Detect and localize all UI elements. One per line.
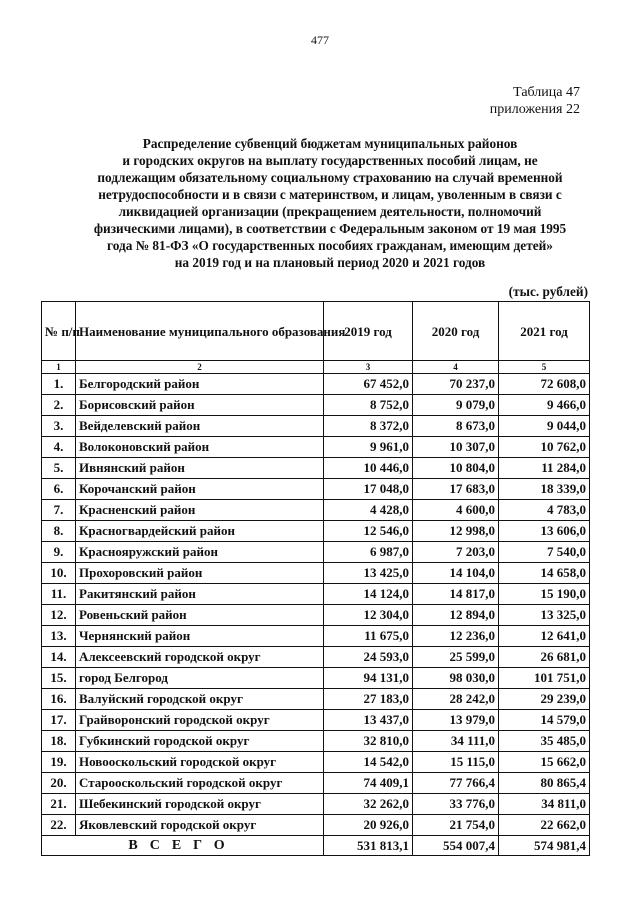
value-2021: 4 783,0 bbox=[499, 500, 590, 521]
value-2020: 12 894,0 bbox=[413, 605, 499, 626]
value-2019: 8 752,0 bbox=[324, 395, 413, 416]
municipality-name: Алексеевский городской округ bbox=[76, 647, 324, 668]
table-body bbox=[42, 302, 590, 856]
title-line: и городских округов на выплату государственных пособий лицам, не bbox=[122, 153, 538, 168]
table-row bbox=[42, 374, 590, 395]
value-2019: 12 546,0 bbox=[324, 521, 413, 542]
table-row bbox=[42, 626, 590, 647]
value-2020: 21 754,0 bbox=[413, 815, 499, 836]
table-row bbox=[42, 668, 590, 689]
value-2019: 12 304,0 bbox=[324, 605, 413, 626]
municipality-name: Красногвардейский район bbox=[76, 521, 324, 542]
value-2021: 15 662,0 bbox=[499, 752, 590, 773]
municipality-name: Ракитянский район bbox=[76, 584, 324, 605]
row-number: 2. bbox=[42, 395, 76, 416]
value-2020: 34 111,0 bbox=[413, 731, 499, 752]
row-number: 13. bbox=[42, 626, 76, 647]
value-2020: 4 600,0 bbox=[413, 500, 499, 521]
municipality-name: Прохоровский район bbox=[76, 563, 324, 584]
value-2020: 14 817,0 bbox=[413, 584, 499, 605]
value-2021: 34 811,0 bbox=[499, 794, 590, 815]
value-2021: 13 606,0 bbox=[499, 521, 590, 542]
municipality-name: Краснояружский район bbox=[76, 542, 324, 563]
value-2021: 101 751,0 bbox=[499, 668, 590, 689]
table-row bbox=[42, 584, 590, 605]
value-2019: 13 425,0 bbox=[324, 563, 413, 584]
municipality-name: Волоконовский район bbox=[76, 437, 324, 458]
table-row bbox=[42, 416, 590, 437]
value-2019: 11 675,0 bbox=[324, 626, 413, 647]
value-2021: 12 641,0 bbox=[499, 626, 590, 647]
value-2019: 14 542,0 bbox=[324, 752, 413, 773]
header-municipality: Наименование муниципального образования bbox=[76, 302, 324, 361]
header-2020: 2020 год bbox=[413, 302, 499, 361]
value-2020: 10 307,0 bbox=[413, 437, 499, 458]
row-number: 12. bbox=[42, 605, 76, 626]
municipality-name: Вейделевский район bbox=[76, 416, 324, 437]
value-2020: 77 766,4 bbox=[413, 773, 499, 794]
row-number: 21. bbox=[42, 794, 76, 815]
value-2021: 14 579,0 bbox=[499, 710, 590, 731]
municipality-name: Шебекинский городской округ bbox=[76, 794, 324, 815]
title-line: ликвидацией организации (прекращением деятельности, полномочий bbox=[118, 204, 542, 219]
municipality-name: Корочанский район bbox=[76, 479, 324, 500]
value-2020: 15 115,0 bbox=[413, 752, 499, 773]
value-2021: 9 466,0 bbox=[499, 395, 590, 416]
row-number: 3. bbox=[42, 416, 76, 437]
page-number: 477 bbox=[311, 33, 329, 47]
total-2020: 554 007,4 bbox=[413, 836, 499, 856]
value-2021: 72 608,0 bbox=[499, 374, 590, 395]
total-row bbox=[42, 836, 590, 856]
column-index: 2 bbox=[76, 361, 324, 374]
municipality-name: Старооскольский городской округ bbox=[76, 773, 324, 794]
table-row bbox=[42, 815, 590, 836]
municipality-name: Яковлевский городской округ bbox=[76, 815, 324, 836]
title-line: на 2019 год и на плановый период 2020 и 2021 годов bbox=[174, 255, 486, 270]
table-row bbox=[42, 710, 590, 731]
value-2019: 6 987,0 bbox=[324, 542, 413, 563]
value-2021: 11 284,0 bbox=[499, 458, 590, 479]
title-line: года № 81-ФЗ «О государственных пособиях гражданам, имеющим детей» bbox=[107, 238, 553, 253]
value-2019: 13 437,0 bbox=[324, 710, 413, 731]
municipality-name: Красненский район bbox=[76, 500, 324, 521]
table-row bbox=[42, 773, 590, 794]
title-line: подлежащим обязательному социальному страхованию на случай временной bbox=[97, 170, 563, 185]
value-2021: 9 044,0 bbox=[499, 416, 590, 437]
municipality-name: Белгородский район bbox=[76, 374, 324, 395]
header-2019: 2019 год bbox=[324, 302, 413, 361]
value-2019: 20 926,0 bbox=[324, 815, 413, 836]
row-number: 22. bbox=[42, 815, 76, 836]
value-2021: 29 239,0 bbox=[499, 689, 590, 710]
subvention-table bbox=[41, 301, 590, 856]
total-label: ВСЕГО bbox=[42, 836, 324, 856]
value-2020: 13 979,0 bbox=[413, 710, 499, 731]
table-row bbox=[42, 479, 590, 500]
table-row bbox=[42, 731, 590, 752]
column-index: 1 bbox=[42, 361, 76, 374]
row-number: 1. bbox=[42, 374, 76, 395]
header-2021: 2021 год bbox=[499, 302, 590, 361]
municipality-name: Чернянский район bbox=[76, 626, 324, 647]
table-row bbox=[42, 521, 590, 542]
title-line: физическими лицами), в соответствии с Федеральным законом от 19 мая 1995 bbox=[93, 221, 567, 236]
column-index-row bbox=[42, 361, 590, 374]
row-number: 18. bbox=[42, 731, 76, 752]
value-2019: 74 409,1 bbox=[324, 773, 413, 794]
table-row bbox=[42, 458, 590, 479]
value-2021: 80 865,4 bbox=[499, 773, 590, 794]
value-2021: 7 540,0 bbox=[499, 542, 590, 563]
value-2021: 35 485,0 bbox=[499, 731, 590, 752]
total-2021: 574 981,4 bbox=[499, 836, 590, 856]
annex-appendix-number: приложения 22 bbox=[489, 102, 580, 117]
total-2019: 531 813,1 bbox=[324, 836, 413, 856]
table-header-row bbox=[42, 302, 590, 361]
value-2020: 28 242,0 bbox=[413, 689, 499, 710]
table-row bbox=[42, 794, 590, 815]
annex-reference bbox=[490, 84, 580, 118]
units-label: (тыс. рублей) bbox=[508, 284, 588, 299]
row-number: 17. bbox=[42, 710, 76, 731]
value-2019: 4 428,0 bbox=[324, 500, 413, 521]
row-number: 4. bbox=[42, 437, 76, 458]
value-2019: 10 446,0 bbox=[324, 458, 413, 479]
table-row bbox=[42, 500, 590, 521]
table-row bbox=[42, 437, 590, 458]
table-row bbox=[42, 542, 590, 563]
value-2019: 24 593,0 bbox=[324, 647, 413, 668]
annex-table-number: Таблица 47 bbox=[513, 85, 580, 100]
table-row bbox=[42, 647, 590, 668]
table-row bbox=[42, 563, 590, 584]
value-2020: 33 776,0 bbox=[413, 794, 499, 815]
row-number: 15. bbox=[42, 668, 76, 689]
table-row bbox=[42, 605, 590, 626]
row-number: 11. bbox=[42, 584, 76, 605]
column-index: 4 bbox=[413, 361, 499, 374]
value-2019: 14 124,0 bbox=[324, 584, 413, 605]
municipality-name: Грайворонский городской округ bbox=[76, 710, 324, 731]
value-2019: 9 961,0 bbox=[324, 437, 413, 458]
value-2019: 27 183,0 bbox=[324, 689, 413, 710]
row-number: 16. bbox=[42, 689, 76, 710]
row-number: 10. bbox=[42, 563, 76, 584]
value-2021: 26 681,0 bbox=[499, 647, 590, 668]
value-2020: 12 998,0 bbox=[413, 521, 499, 542]
title-line: Распределение субвенций бюджетам муниципальных районов bbox=[142, 136, 518, 151]
header-number: № п/п bbox=[42, 302, 76, 361]
row-number: 5. bbox=[42, 458, 76, 479]
row-number: 8. bbox=[42, 521, 76, 542]
municipality-name: Губкинский городской округ bbox=[76, 731, 324, 752]
value-2019: 94 131,0 bbox=[324, 668, 413, 689]
table-row bbox=[42, 689, 590, 710]
row-number: 14. bbox=[42, 647, 76, 668]
value-2021: 10 762,0 bbox=[499, 437, 590, 458]
row-number: 9. bbox=[42, 542, 76, 563]
municipality-name: Ивнянский район bbox=[76, 458, 324, 479]
row-number: 7. bbox=[42, 500, 76, 521]
value-2019: 32 810,0 bbox=[324, 731, 413, 752]
value-2019: 67 452,0 bbox=[324, 374, 413, 395]
value-2020: 9 079,0 bbox=[413, 395, 499, 416]
value-2021: 22 662,0 bbox=[499, 815, 590, 836]
value-2019: 8 372,0 bbox=[324, 416, 413, 437]
value-2020: 14 104,0 bbox=[413, 563, 499, 584]
value-2019: 17 048,0 bbox=[324, 479, 413, 500]
value-2020: 25 599,0 bbox=[413, 647, 499, 668]
value-2020: 17 683,0 bbox=[413, 479, 499, 500]
value-2021: 13 325,0 bbox=[499, 605, 590, 626]
municipality-name: Валуйский городской округ bbox=[76, 689, 324, 710]
value-2020: 10 804,0 bbox=[413, 458, 499, 479]
value-2019: 32 262,0 bbox=[324, 794, 413, 815]
value-2021: 14 658,0 bbox=[499, 563, 590, 584]
value-2020: 98 030,0 bbox=[413, 668, 499, 689]
municipality-name: Новооскольский городской округ bbox=[76, 752, 324, 773]
value-2020: 12 236,0 bbox=[413, 626, 499, 647]
row-number: 20. bbox=[42, 773, 76, 794]
value-2021: 15 190,0 bbox=[499, 584, 590, 605]
document-title bbox=[60, 135, 600, 271]
municipality-name: город Белгород bbox=[76, 668, 324, 689]
table-row bbox=[42, 395, 590, 416]
column-index: 5 bbox=[499, 361, 590, 374]
municipality-name: Ровеньский район bbox=[76, 605, 324, 626]
value-2020: 8 673,0 bbox=[413, 416, 499, 437]
table-row bbox=[42, 752, 590, 773]
value-2020: 7 203,0 bbox=[413, 542, 499, 563]
column-index: 3 bbox=[324, 361, 413, 374]
title-line: нетрудоспособности и в связи с материнством, и лицам, уволенным в связи с bbox=[98, 187, 562, 202]
row-number: 6. bbox=[42, 479, 76, 500]
value-2021: 18 339,0 bbox=[499, 479, 590, 500]
row-number: 19. bbox=[42, 752, 76, 773]
municipality-name: Борисовский район bbox=[76, 395, 324, 416]
value-2020: 70 237,0 bbox=[413, 374, 499, 395]
